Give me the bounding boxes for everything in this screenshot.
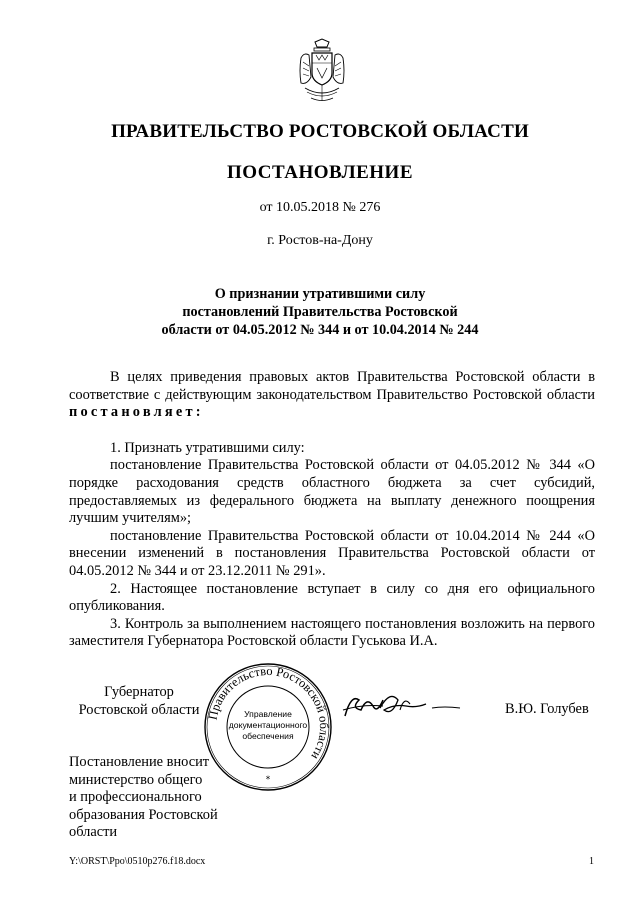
subject-line: О признании утратившими силу xyxy=(214,286,426,302)
signatory-title xyxy=(69,683,209,719)
document-body xyxy=(69,369,595,651)
clause-3: 3. Контроль за выполнением настоящего постановления возложить на первого заместителя Губернатора Ростовской области Гуськова И.А. xyxy=(69,615,595,650)
city-line: г. Ростов-на-Дону xyxy=(267,233,373,248)
organization-title: ПРАВИТЕЛЬСТВО РОСТОВСКОЙ ОБЛАСТИ xyxy=(111,121,529,142)
seal-inner-text: документационного xyxy=(228,720,308,730)
seal-inner-text: обеспечения xyxy=(242,731,294,741)
seal-outer-text: Правительство Ростовской области xyxy=(205,663,332,763)
subject-line: области от 04.05.2012 № 344 и от 10.04.2014 № 244 xyxy=(161,322,479,338)
note-line: Постановление вносит xyxy=(69,754,210,770)
note-line: образования Ростовской xyxy=(69,806,218,823)
note-line: области xyxy=(69,824,118,841)
clause-1b: постановление Правительства Ростовской области от 10.04.2014 № 244 «О внесении изменений в постановления Правительства Ростовской области от 04.05.2012 № 344 и от 23.12.2011 № 291». xyxy=(69,527,595,579)
decree-word: постановляет: xyxy=(69,404,204,421)
subject-line: постановлений Правительства Ростовской xyxy=(182,304,458,320)
clause-1: 1. Признать утратившими силу: xyxy=(110,439,305,456)
clause-1a: постановление Правительства Ростовской области от 04.05.2012 № 344 «О порядке расходования средств областного бюджета за счет субсидий, предоставляемых из федерального бюджета на выплату денежного поощрения лучшим учителям»; xyxy=(69,457,595,527)
footer-file-path: Y:\ORST\Ppo\0510p276.f18.docx xyxy=(69,856,206,867)
document-subject xyxy=(0,285,640,339)
signatory-name: В.Ю. Голубев xyxy=(505,701,589,717)
clause-2: 2. Настоящее постановление вступает в силу со дня его официального опубликования. xyxy=(69,580,595,615)
seal-star-icon: * xyxy=(265,775,271,785)
note-line: и профессионального xyxy=(69,789,202,806)
coat-of-arms-emblem xyxy=(297,38,347,104)
document-type: ПОСТАНОВЛЕНИЕ xyxy=(226,162,414,183)
note-line: министерство общего xyxy=(69,771,203,788)
preamble-paragraph xyxy=(69,369,595,422)
signatory-title-line: Губернатор xyxy=(104,684,174,700)
submission-note xyxy=(69,754,249,842)
preamble-text: В целях приведения правовых актов Правительства Ростовской области в соответствие с действующим законодательством Правительство Ростовской области xyxy=(69,369,595,403)
date-number-line: от 10.05.2018 № 276 xyxy=(259,200,381,215)
handwritten-signature xyxy=(340,686,465,726)
seal-inner-text: Управление xyxy=(244,709,292,719)
page-number: 1 xyxy=(589,856,594,867)
signatory-title-line: Ростовской области xyxy=(78,702,200,718)
